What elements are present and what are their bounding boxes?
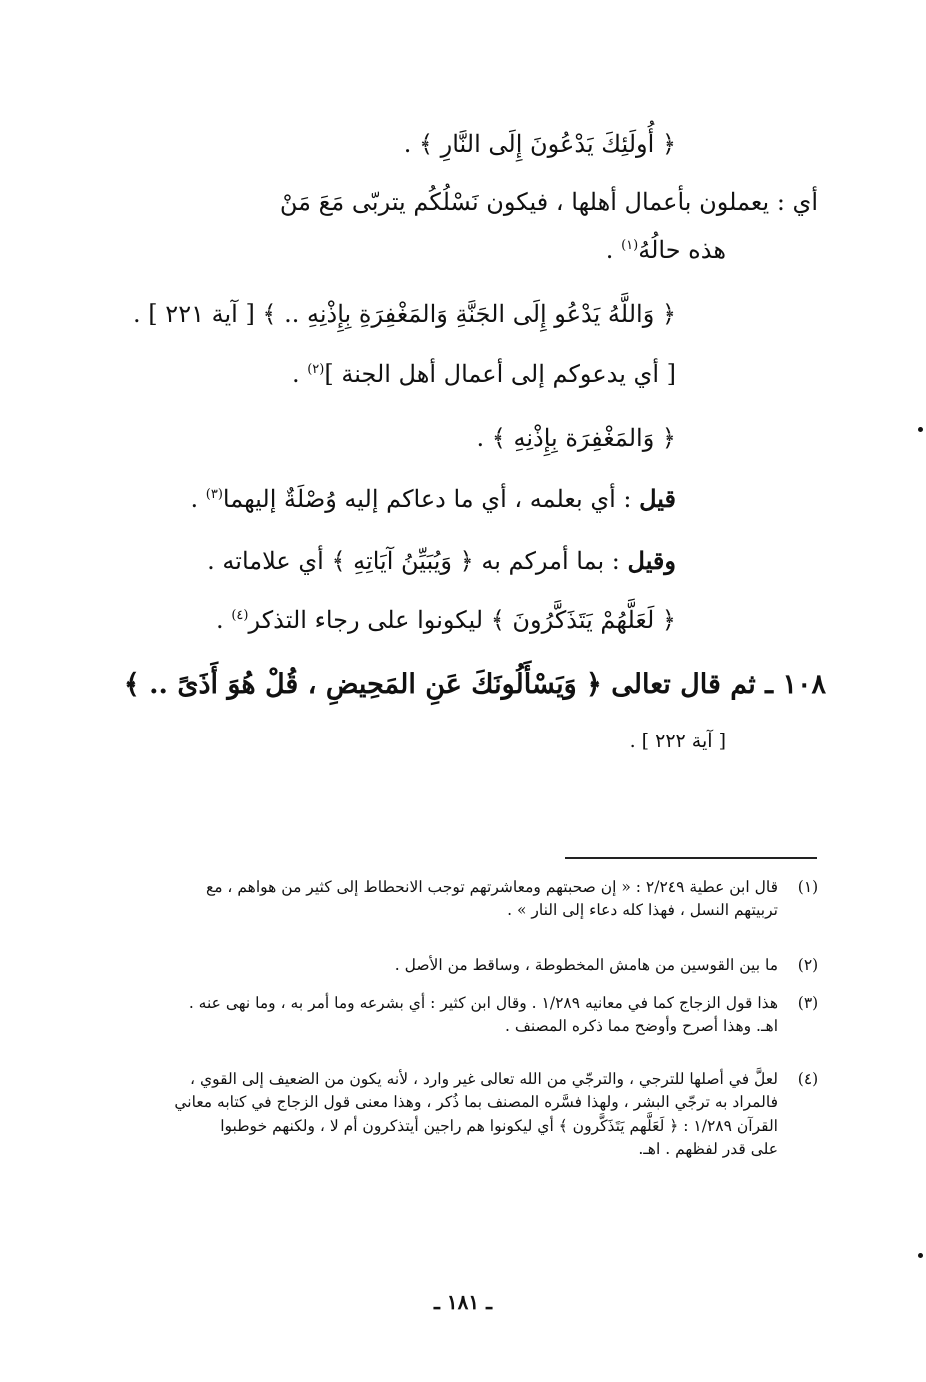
footnote-1: (١) قال ابن عطية ٢/٢٤٩ : « إن صحبتهم ومعاشرتهم توجب الانحطاط إلى كثير من هواهم ، مع تربيتهم النسل ، فهذا كله دعاء إلى النار » . (205, 878, 819, 920)
verse-line: ﴿ لَعَلَّهُمْ يَتَذَكَّرُونَ ﴾ ليكونوا على رجاء التذكر$^{(٤)}$ . (216, 606, 676, 634)
footnote-separator (565, 857, 817, 859)
footnote-3: (٣) هذا قول الزجاج كما في معانيه ١/٢٨٩ . وقال ابن كثير : أي بشرعه وما أمر به ، وما نهى عنه . اهـ. وهذا أصرح وأوضح مما ذكره المصنف . (188, 994, 819, 1036)
footnote-ref[interactable]: (٢) (307, 362, 325, 377)
verse-reference: [ آية ٢٢٢ ] . (629, 730, 726, 752)
text-line: [ أي يدعوكم إلى أعمال أهل الجنة ]$^{(٢)}$ . (291, 360, 676, 388)
text-line: هذه حالُهُ$^{(١)}$ . (605, 236, 726, 264)
verse-line: ﴿ وَاللَّهُ يَدْعُو إِلَى الجَنَّةِ وَالمَغْفِرَةِ بِإِذْنِهِ .. ﴾ [ آية ٢٢١ ] . (133, 300, 676, 328)
footnote-ref[interactable]: (١) (621, 238, 639, 253)
text-line: وقيل : بما أمركم به ﴿ وَيُبَيِّنُ آيَاتِهِ ﴾ أي علاماته . (207, 546, 676, 575)
footnote-ref[interactable]: (٣) (205, 487, 223, 502)
scan-speck (918, 427, 923, 432)
verse-line: ﴿ أُولَئِكَ يَدْعُونَ إِلَى النَّارِ ﴾ . (403, 130, 676, 158)
verse-line: ﴿ وَالمَغْفِرَة بِإِذْنِهِ ﴾ . (476, 424, 676, 452)
footnote-4: (٤) لعلَّ في أصلها للترجي ، والترجّي من الله تعالى غير وارد ، لأنه يكون من الضعيف إلى القوي ، فالمراد به ترجّي البشر ، ولهذا فسَّره المصنف بما ذُكر ، وهذا معنى قول الزجاج في كتابه معاني القرآن ١/٢٨٩ : ﴿ لَعَلَّهم يَتَذَكَّرون ﴾ أي ليكونوا هم راجين أيتذكرون أم لا ، ولكنهم خوطبوا على قدر لفظهم . اهـ. (174, 1070, 819, 1158)
text-line: قيل : أي بعلمه ، أي ما دعاكم إليه وُصْلَةٌ إليهما$^{(٣)}$ . (190, 484, 676, 513)
footnote-2: (٢) ما بين القوسين من هامش المخطوطة ، وساقط من الأصل . (394, 956, 819, 974)
section-heading: ١٠٨ ـ ثم قال تعالى ﴿ وَيَسْأَلُونَكَ عَنِ المَحِيضِ ، قُلْ هُوَ أَذَىً .. ﴾ (123, 669, 826, 700)
page-number: ـ ١٨١ ـ (434, 1290, 492, 1314)
scan-speck (918, 1253, 923, 1258)
text-line: أي : يعملون بأعمال أهلها ، فيكون نَسْلُكُم يتربّى مَعَ مَنْ (279, 188, 818, 216)
footnote-ref[interactable]: (٤) (231, 608, 249, 623)
